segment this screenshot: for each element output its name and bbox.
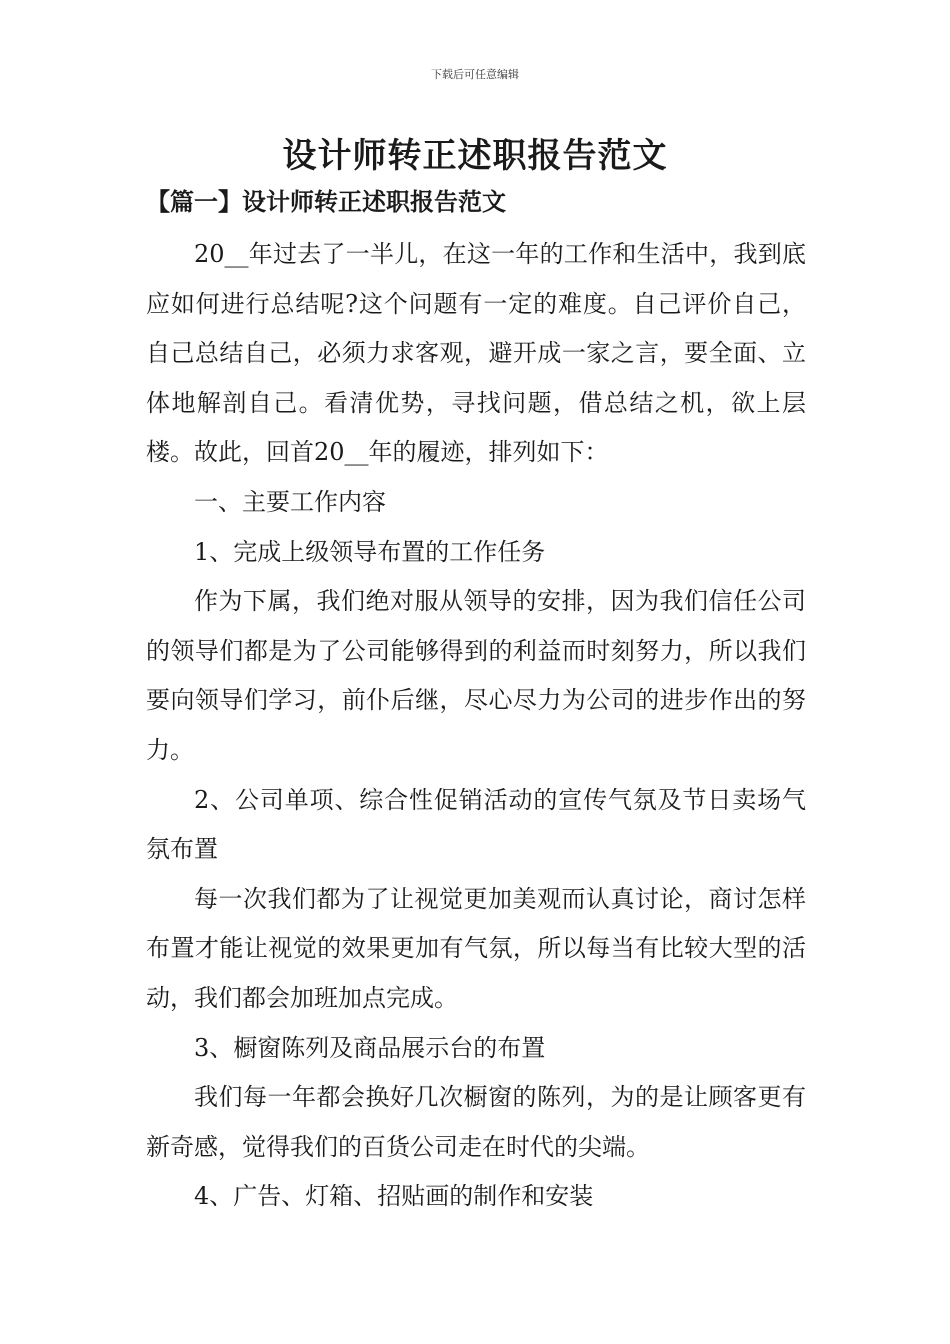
- item-heading-4: 4、广告、灯箱、招贴画的制作和安装: [194, 1182, 594, 1211]
- item-heading-2: 2、公司单项、综合性促销活动的宣传气氛及节日卖场气氛布置: [146, 785, 806, 864]
- item-body-1: 作为下属，我们绝对服从领导的安排，因为我们信任公司的领导们都是为了公司能够得到的利益而时刻努力，所以我们要向领导们学习，前仆后继，尽心尽力为公司的进步作出的努力。: [146, 587, 806, 764]
- header-note: 下载后可任意编辑: [431, 68, 519, 81]
- section-heading: 【篇一】设计师转正述职报告范文: [146, 187, 506, 216]
- document-body: [146, 230, 806, 1222]
- document-title: 设计师转正述职报告范文: [282, 136, 668, 176]
- item-body-3: 我们每一年都会换好几次橱窗的陈列，为的是让顾客更有新奇感，觉得我们的百货公司走在时代的尖端。: [146, 1083, 806, 1161]
- item-heading-3: 3、橱窗陈列及商品展示台的布置: [194, 1033, 546, 1062]
- heading-main-work: 一、主要工作内容: [194, 487, 386, 516]
- paragraph-intro: 20__年过去了一半儿，在这一年的工作和生活中，我到底应如何进行总结呢?这个问题有一定的难度。自己评价自己，自己总结自己，必须力求客观，避开成一家之言，要全面、立体地解剖自己。看清优势，寻找问题，借总结之机，欲上层楼。故此，回首20__年的履迹，排列如下：: [146, 240, 806, 467]
- item-heading-1: 1、完成上级领导布置的工作任务: [194, 537, 546, 566]
- item-body-2: 每一次我们都为了让视觉更加美观而认真讨论，商讨怎样布置才能让视觉的效果更加有气氛，所以每当有比较大型的活动，我们都会加班加点完成。: [146, 884, 806, 1012]
